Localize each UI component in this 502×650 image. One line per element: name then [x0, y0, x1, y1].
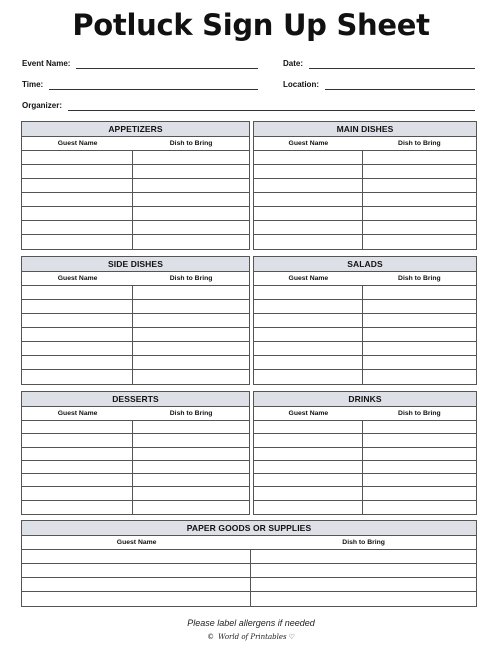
brand-footer	[0, 633, 502, 641]
guest-name-cell[interactable]	[254, 300, 363, 313]
table-row	[254, 179, 476, 193]
guest-name-cell[interactable]	[22, 193, 133, 206]
guest-name-cell[interactable]	[22, 342, 133, 355]
event-name-field[interactable]	[22, 55, 258, 69]
organizer-line[interactable]	[68, 102, 475, 111]
dish-cell[interactable]	[363, 207, 476, 220]
guest-name-cell[interactable]	[22, 165, 133, 178]
date-label: Date:	[283, 59, 304, 68]
table-row	[22, 207, 249, 221]
paper-goods-section	[21, 520, 477, 607]
table-row	[22, 356, 249, 370]
date-line[interactable]	[309, 60, 475, 69]
guest-name-cell[interactable]	[22, 474, 133, 486]
brand-name: World of Printables	[218, 633, 287, 641]
dish-cell[interactable]	[133, 421, 249, 433]
location-field[interactable]	[283, 76, 475, 90]
guest-name-cell[interactable]	[254, 221, 363, 234]
section-header: PAPER GOODS OR SUPPLIES	[22, 521, 476, 536]
dish-cell[interactable]	[363, 328, 476, 341]
guest-name-cell[interactable]	[22, 286, 133, 299]
dish-cell[interactable]	[133, 286, 249, 299]
guest-name-column-header: Guest Name	[116, 539, 157, 546]
table-row	[22, 592, 476, 606]
guest-name-cell[interactable]	[254, 487, 363, 499]
guest-name-cell[interactable]	[254, 179, 363, 192]
guest-name-column-header: Guest Name	[57, 140, 98, 147]
main-dishes-section	[253, 121, 477, 250]
guest-name-cell[interactable]	[254, 207, 363, 220]
time-field[interactable]	[22, 76, 258, 90]
guest-name-cell[interactable]	[254, 328, 363, 341]
event-name-line[interactable]	[76, 60, 258, 69]
dish-cell[interactable]	[363, 165, 476, 178]
organizer-label: Organizer:	[22, 101, 63, 110]
guest-name-cell[interactable]	[254, 193, 363, 206]
dish-cell[interactable]	[133, 193, 249, 206]
organizer-field[interactable]	[22, 97, 475, 111]
dish-cell[interactable]	[363, 356, 476, 369]
guest-name-column-header: Guest Name	[57, 410, 98, 417]
table-row	[22, 448, 249, 461]
guest-name-cell[interactable]	[22, 370, 133, 384]
table-row	[254, 165, 476, 179]
guest-name-cell[interactable]	[22, 207, 133, 220]
table-row	[254, 221, 476, 235]
table-row	[22, 235, 249, 249]
table-row	[22, 564, 476, 578]
dish-cell[interactable]	[251, 550, 476, 563]
table-row	[254, 151, 476, 165]
event-name-label: Event Name:	[22, 59, 71, 68]
guest-name-cell[interactable]	[22, 578, 251, 591]
heart-icon: ♡	[288, 633, 295, 641]
drinks-section	[253, 391, 477, 515]
table-row	[254, 356, 476, 370]
guest-name-cell[interactable]	[22, 592, 251, 606]
guest-name-column-header: Guest Name	[57, 275, 98, 282]
dish-cell[interactable]	[133, 461, 249, 473]
table-row	[22, 370, 249, 384]
guest-name-cell[interactable]	[254, 434, 363, 446]
table-row	[22, 151, 249, 165]
desserts-section	[21, 391, 250, 515]
table-row	[22, 578, 476, 592]
dish-cell[interactable]	[133, 342, 249, 355]
dish-cell[interactable]	[363, 286, 476, 299]
table-row	[254, 370, 476, 384]
dish-cell[interactable]	[133, 314, 249, 327]
dish-cell[interactable]	[251, 564, 476, 577]
dish-cell[interactable]	[133, 235, 249, 249]
guest-name-cell[interactable]	[254, 286, 363, 299]
section-header: APPETIZERS	[22, 122, 249, 137]
dish-cell[interactable]	[363, 448, 476, 460]
table-row	[254, 487, 476, 500]
dish-column-header: Dish to Bring	[169, 140, 213, 147]
column-headers	[254, 407, 476, 421]
dish-cell[interactable]	[363, 461, 476, 473]
guest-name-cell[interactable]	[254, 501, 363, 514]
table-row	[254, 461, 476, 474]
table-row	[22, 474, 249, 487]
table-row	[22, 286, 249, 300]
dish-cell[interactable]	[133, 207, 249, 220]
dish-cell[interactable]	[363, 434, 476, 446]
table-row	[22, 328, 249, 342]
dish-cell[interactable]	[133, 179, 249, 192]
guest-name-cell[interactable]	[22, 434, 133, 446]
guest-name-cell[interactable]	[254, 165, 363, 178]
column-headers	[22, 407, 249, 421]
dish-cell[interactable]	[133, 151, 249, 164]
allergen-note: Please label allergens if needed	[187, 618, 315, 628]
dish-cell[interactable]	[133, 448, 249, 460]
table-row	[22, 179, 249, 193]
dish-cell[interactable]	[133, 474, 249, 486]
guest-name-cell[interactable]	[254, 421, 363, 433]
dish-cell[interactable]	[363, 300, 476, 313]
dish-column-header: Dish to Bring	[169, 275, 213, 282]
column-headers	[254, 137, 476, 151]
dish-cell[interactable]	[133, 434, 249, 446]
table-row	[22, 165, 249, 179]
guest-name-cell[interactable]	[22, 221, 133, 234]
dish-column-header: Dish to Bring	[398, 140, 441, 147]
column-headers	[22, 137, 249, 151]
side-dishes-section	[21, 256, 250, 385]
dish-cell[interactable]	[363, 179, 476, 192]
dish-cell[interactable]	[363, 235, 476, 249]
guest-name-cell[interactable]	[254, 474, 363, 486]
table-row	[254, 193, 476, 207]
location-label: Location:	[283, 80, 319, 89]
table-row	[254, 235, 476, 249]
guest-name-cell[interactable]	[254, 151, 363, 164]
table-row	[22, 193, 249, 207]
guest-name-cell[interactable]	[254, 314, 363, 327]
dish-cell[interactable]	[363, 501, 476, 514]
dish-cell[interactable]	[363, 487, 476, 499]
dish-cell[interactable]	[133, 370, 249, 384]
guest-name-cell[interactable]	[254, 461, 363, 473]
guest-name-cell[interactable]	[254, 235, 363, 249]
dish-cell[interactable]	[363, 342, 476, 355]
dish-cell[interactable]	[363, 193, 476, 206]
table-row	[254, 328, 476, 342]
dish-cell[interactable]	[133, 501, 249, 514]
column-headers	[22, 272, 249, 286]
dish-column-header: Dish to Bring	[398, 410, 441, 417]
table-row	[254, 286, 476, 300]
dish-column-header: Dish to Bring	[342, 539, 385, 546]
dish-cell[interactable]	[363, 370, 476, 384]
table-row	[254, 300, 476, 314]
guest-name-cell[interactable]	[22, 487, 133, 499]
location-line[interactable]	[325, 81, 475, 90]
table-row	[254, 314, 476, 328]
column-headers	[254, 272, 476, 286]
table-row	[254, 474, 476, 487]
dish-cell[interactable]	[251, 578, 476, 591]
section-header: SALADS	[254, 257, 476, 272]
guest-name-cell[interactable]	[254, 370, 363, 384]
guest-name-cell[interactable]	[22, 235, 133, 249]
salads-section	[253, 256, 477, 385]
dish-column-header: Dish to Bring	[398, 275, 441, 282]
dish-cell[interactable]	[363, 151, 476, 164]
guest-name-cell[interactable]	[254, 342, 363, 355]
table-row	[254, 448, 476, 461]
guest-name-cell[interactable]	[22, 179, 133, 192]
section-header: MAIN DISHES	[254, 122, 476, 137]
dish-cell[interactable]	[251, 592, 476, 606]
table-row	[22, 550, 476, 564]
table-row	[22, 487, 249, 500]
guest-name-column-header: Guest Name	[288, 410, 329, 417]
section-header: DESSERTS	[22, 392, 249, 407]
table-row	[22, 461, 249, 474]
dish-cell[interactable]	[363, 221, 476, 234]
section-header: DRINKS	[254, 392, 476, 407]
guest-name-cell[interactable]	[22, 461, 133, 473]
table-row	[254, 342, 476, 356]
table-row	[254, 501, 476, 514]
table-row	[22, 314, 249, 328]
column-headers	[22, 536, 476, 550]
dish-cell[interactable]	[133, 356, 249, 369]
table-row	[22, 434, 249, 447]
table-row	[254, 207, 476, 221]
table-row	[22, 300, 249, 314]
appetizers-section	[21, 121, 250, 250]
guest-name-cell[interactable]	[22, 448, 133, 460]
dish-cell[interactable]	[133, 487, 249, 499]
guest-name-cell[interactable]	[22, 501, 133, 514]
dish-cell[interactable]	[363, 474, 476, 486]
dish-cell[interactable]	[363, 314, 476, 327]
guest-name-cell[interactable]	[254, 448, 363, 460]
table-row	[22, 221, 249, 235]
guest-name-cell[interactable]	[22, 328, 133, 341]
time-label: Time:	[22, 80, 44, 89]
guest-name-cell[interactable]	[254, 356, 363, 369]
dish-cell[interactable]	[133, 300, 249, 313]
table-row	[22, 342, 249, 356]
dish-cell[interactable]	[133, 328, 249, 341]
guest-name-cell[interactable]	[22, 421, 133, 433]
guest-name-cell[interactable]	[22, 550, 251, 563]
page-title: Potluck Sign Up Sheet	[72, 8, 430, 42]
guest-name-cell[interactable]	[22, 564, 251, 577]
table-row	[22, 421, 249, 434]
dish-cell[interactable]	[133, 221, 249, 234]
table-row	[22, 501, 249, 514]
section-header: SIDE DISHES	[22, 257, 249, 272]
guest-name-cell[interactable]	[22, 356, 133, 369]
guest-name-column-header: Guest Name	[288, 275, 329, 282]
dish-cell[interactable]	[133, 165, 249, 178]
copyright-icon: ©	[207, 633, 215, 641]
guest-name-cell[interactable]	[22, 151, 133, 164]
date-field[interactable]	[283, 55, 475, 69]
dish-cell[interactable]	[363, 421, 476, 433]
guest-name-cell[interactable]	[22, 300, 133, 313]
guest-name-column-header: Guest Name	[288, 140, 329, 147]
guest-name-cell[interactable]	[22, 314, 133, 327]
table-row	[254, 434, 476, 447]
time-line[interactable]	[49, 81, 258, 90]
table-row	[254, 421, 476, 434]
dish-column-header: Dish to Bring	[169, 410, 213, 417]
